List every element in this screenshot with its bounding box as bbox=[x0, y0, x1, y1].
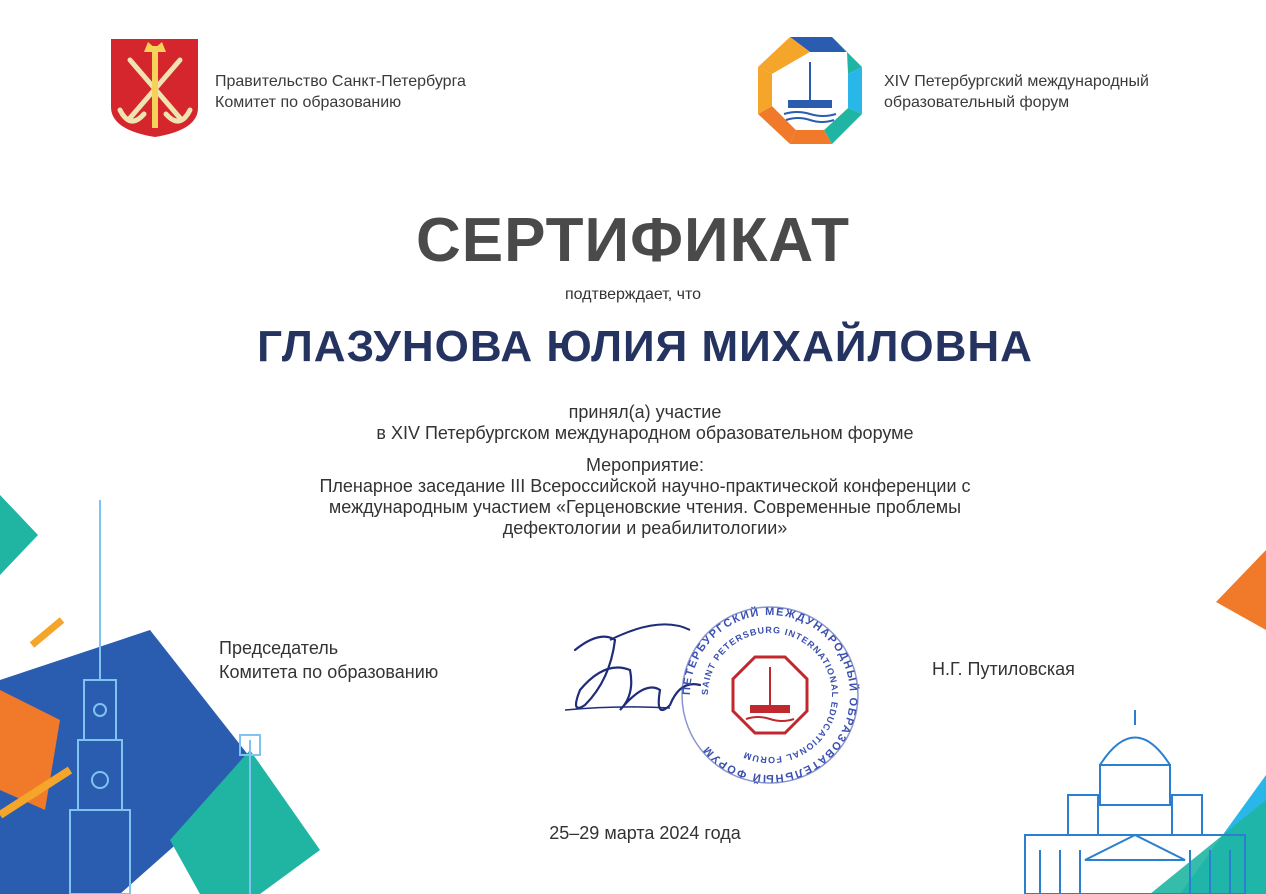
forum-name-line1: XIV Петербургский международный bbox=[884, 73, 1149, 90]
committee-name: Комитет по образованию bbox=[215, 94, 402, 111]
forum-dates: 25–29 марта 2024 года bbox=[549, 823, 741, 843]
forum-logo-icon bbox=[752, 34, 868, 148]
event-line-3: дефектологии и реабилитологии» bbox=[502, 518, 788, 538]
spb-coat-of-arms-icon bbox=[110, 38, 200, 138]
stamp-inner-text: SAINT PETERSBURG INTERNATIONAL EDUCATIONAL FORUM bbox=[699, 624, 841, 766]
forum-participation-text: в XIV Петербургском международном образовательном форуме bbox=[376, 423, 914, 443]
event-label: Мероприятие: bbox=[585, 455, 705, 475]
forum-name-line2: образовательный форум bbox=[884, 94, 1070, 111]
signer-name: Н.Г. Путиловская bbox=[932, 659, 1075, 679]
signer-position-line1: Председатель bbox=[219, 638, 339, 658]
event-block bbox=[0, 455, 1266, 539]
signer-position-line2: Комитета по образованию bbox=[219, 662, 439, 682]
participation-block bbox=[0, 402, 1266, 444]
certificate-title: СЕРТИФИКАТ bbox=[416, 206, 850, 275]
government-header bbox=[215, 71, 466, 113]
event-line-1: Пленарное заседание III Всероссийской научно-практической конференции с bbox=[319, 476, 971, 496]
stamp-outer-text: ПЕТЕРБУРГСКИЙ МЕЖДУНАРОДНЫЙ ОБРАЗОВАТЕЛЬНЫЙ ФОРУМ bbox=[680, 605, 860, 785]
government-name: Правительство Санкт-Петербурга bbox=[215, 73, 466, 90]
event-line-2: международным участием «Герценовские чтения. Современные проблемы bbox=[328, 497, 962, 517]
confirmation-text: подтверждает, что bbox=[564, 286, 702, 303]
signer-position bbox=[219, 636, 438, 684]
forum-stamp bbox=[680, 605, 860, 785]
participation-text: принял(а) участие bbox=[568, 402, 722, 422]
participant-name: ГЛАЗУНОВА ЮЛИЯ МИХАЙЛОВНА bbox=[257, 322, 1033, 371]
forum-header bbox=[884, 71, 1149, 113]
